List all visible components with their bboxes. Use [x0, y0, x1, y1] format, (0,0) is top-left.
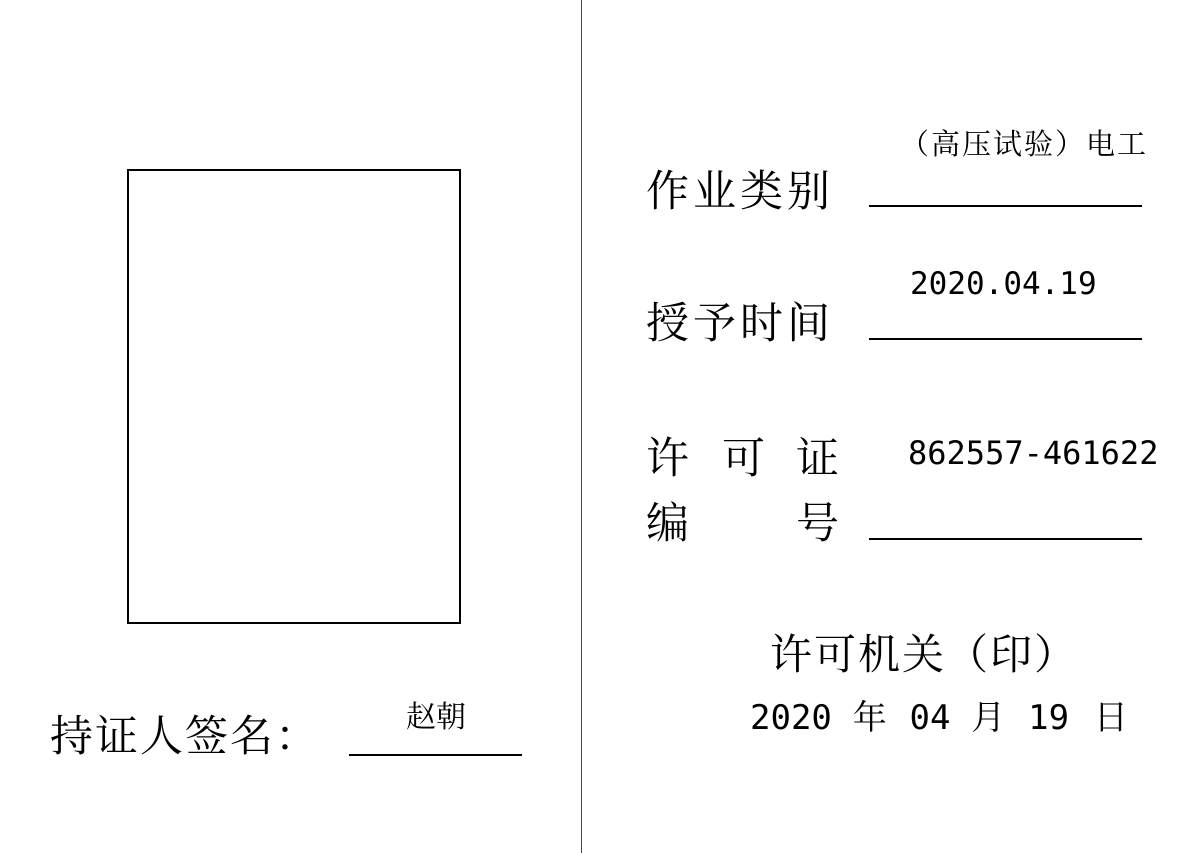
- license-label-line1-char3: 证: [796, 434, 843, 484]
- license-number-value: 862557-461622: [908, 434, 1159, 472]
- license-underline: [869, 538, 1142, 540]
- license-label-line1-char2: 可: [722, 434, 769, 484]
- category-value: （高压试验）电工: [900, 127, 1149, 161]
- license-label-line2-char1: 编: [646, 499, 693, 549]
- category-underline: [869, 205, 1142, 207]
- issue-month: 04: [909, 698, 951, 738]
- grant-date-label: 授予时间: [646, 299, 834, 349]
- month-unit: 月: [971, 698, 1006, 738]
- license-label-line2-char2: 号: [796, 499, 843, 549]
- signature-underline: [349, 754, 522, 756]
- issue-year: 2020: [750, 698, 832, 738]
- photo-placeholder: [127, 169, 461, 624]
- grant-date-value: 2020.04.19: [910, 266, 1097, 302]
- page-divider: [581, 0, 582, 853]
- issue-day: 19: [1028, 698, 1070, 738]
- signature-label: 持证人签名：: [50, 712, 320, 762]
- signature-value: 赵朝: [406, 700, 466, 735]
- day-unit: 日: [1093, 698, 1128, 738]
- grant-date-underline: [869, 338, 1142, 340]
- authority-seal-text: 许可机关（印）: [770, 630, 1079, 679]
- license-label-line1-char1: 许: [646, 434, 693, 484]
- issue-date: [750, 690, 1128, 739]
- category-label: 作业类别: [646, 167, 834, 217]
- year-unit: 年: [852, 698, 887, 738]
